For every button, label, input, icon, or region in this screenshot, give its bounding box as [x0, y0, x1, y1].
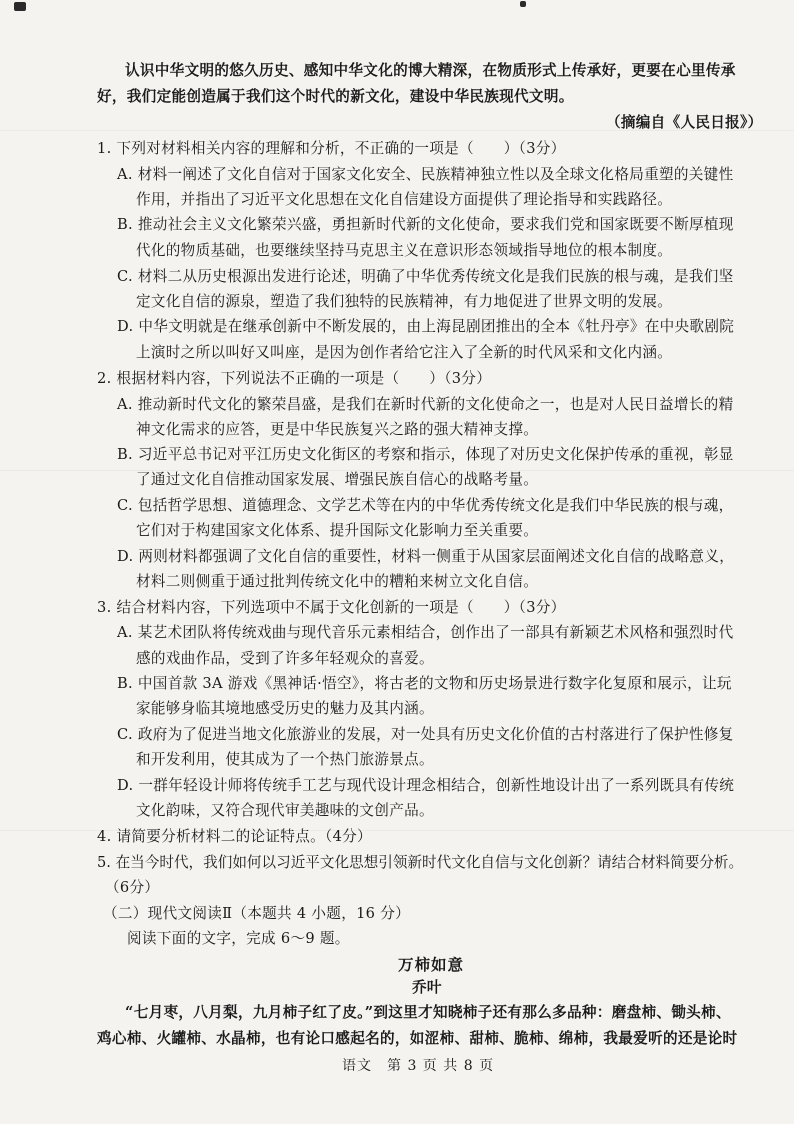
q2-option-b: B. 习近平总书记对平江历史文化街区的考察和指示，体现了对历史文化保护传承的重视，彰显 — [117, 446, 734, 463]
q1-option-a: A. 材料一阐述了文化自信对于国家文化安全、民族精神独立性以及全球文化格局重塑的关键性 — [117, 166, 734, 183]
q1-option-c: C. 材料二从历史根源出发进行论述，明确了中华优秀传统文化是我们民族的根与魂，是我们坚 — [117, 268, 734, 285]
q2-option-a: A. 推动新时代文化的繁荣昌盛，是我们在新时代新的文化使命之一，也是对人民日益增长的精 — [117, 396, 734, 413]
q1-option-d: D. 中华文明就是在继承创新中不断发展的，由上海昆剧团推出的全本《牡丹亭》在中央歌剧院 — [117, 318, 735, 335]
q3-option-a: A. 某艺术团队将传统戏曲与现代音乐元素相结合，创作出了一部具有新颖艺术风格和强烈时代 — [117, 624, 734, 641]
q2-option-d-cont: 材料二则侧重于通过批判传统文化中的糟粕来树立文化自信。 — [136, 573, 539, 590]
q3-option-d-cont: 文化韵味，又符合现代审美趣味的文创产品。 — [136, 802, 434, 819]
q2-option-c-cont: 它们对于构建国家文化体系、提升国际文化影响力至关重要。 — [136, 522, 539, 539]
q3-option-d: D. 一群年轻设计师将传统手工艺与现代设计理念相结合，创新性地设计出了一系列既具有传统 — [117, 777, 735, 794]
q2-option-b-cont: 了通过文化自信推动国家发展、增强民族自信心的战略考量。 — [136, 471, 539, 488]
article-line: “七月枣，八月梨，九月柿子红了皮。”到这里才知晓柿子还有那么多品种：磨盘柿、锄头柿、 — [125, 1004, 731, 1021]
question-4-stem: 4. 请简要分析材料二的论证特点。（4分） — [97, 828, 372, 845]
q2-option-d: D. 两则材料都强调了文化自信的重要性，材料一侧重于从国家层面阐述文化自信的战略意义， — [117, 548, 735, 565]
q1-option-b-cont: 代化的物质基础，也要继续坚持马克思主义在意识形态领域指导地位的根本制度。 — [136, 242, 673, 259]
reading-instruction: 阅读下面的文字，完成 6～9 题。 — [127, 930, 350, 947]
question-1-stem: 1. 下列对材料相关内容的理解和分析，不正确的一项是（ ）（3分） — [97, 140, 566, 157]
page-footer: 语文 第 3 页 共 8 页 — [342, 1058, 495, 1074]
scan-speck — [520, 1, 526, 7]
q3-option-a-cont: 感的戏曲作品，受到了许多年轻观众的喜爱。 — [136, 650, 434, 667]
q2-option-c: C. 包括哲学思想、道德理念、文学艺术等在内的中华优秀传统文化是我们中华民族的根与魂， — [117, 497, 734, 514]
q1-option-d-cont: 上演时之所以叫好又叫座，是因为创作者给它注入了全新的时代风采和文化内涵。 — [136, 344, 673, 361]
question-2-stem: 2. 根据材料内容，下列说法不正确的一项是（ ）（3分） — [97, 370, 492, 387]
passage-line: 好，我们定能创造属于我们这个时代的新文化，建设中华民族现代文明。 — [97, 88, 574, 105]
q1-option-c-cont: 定文化自信的源泉，塑造了我们独特的民族精神，有力地促进了世界文明的发展。 — [136, 293, 673, 310]
article-line: 鸡心柿、火罐柿、水晶柿，也有论口感起名的，如涩柿、甜柿、脆柿、绵柿，我最爱听的还是论时 — [97, 1030, 738, 1047]
q3-option-b-cont: 家能够身临其境地感受历史的魅力及其内涵。 — [136, 700, 434, 717]
question-5-score: （6分） — [105, 879, 160, 896]
q1-option-b: B. 推动社会主义文化繁荣兴盛，勇担新时代新的文化使命，要求我们党和国家既要不断厚植现 — [117, 216, 734, 233]
passage-source: （摘编自《人民日报》） — [606, 114, 763, 131]
article-author: 乔叶 — [412, 979, 442, 996]
section-heading: （二）现代文阅读Ⅱ（本题共 4 小题，16 分） — [103, 905, 410, 922]
q3-option-c: C. 政府为了促进当地文化旅游业的发展，对一处具有历史文化价值的古村落进行了保护性修复 — [117, 726, 734, 743]
q3-option-b: B. 中国首款 3A 游戏《黑神话·悟空》，将古老的文物和历史场景进行数字化复原和展示，让玩 — [117, 675, 732, 692]
q2-option-a-cont: 神文化需求的应答，更是中华民族复兴之路的强大精神支撑。 — [136, 421, 539, 438]
q3-option-c-cont: 和开发利用，使其成为了一个热门旅游景点。 — [136, 751, 434, 768]
scan-speck — [14, 2, 26, 11]
q1-option-a-cont: 作用，并指出了习近平文化思想在文化自信建设方面提供了理论指导和实践路径。 — [136, 191, 673, 208]
passage-line: 认识中华文明的悠久历史、感知中华文化的博大精深，在物质形式上传承好，更要在心里传承 — [125, 62, 736, 79]
article-title: 万柿如意 — [398, 955, 465, 974]
question-3-stem: 3. 结合材料内容，下列选项中不属于文化创新的一项是（ ）（3分） — [97, 599, 566, 616]
question-5-stem: 5. 在当今时代，我们如何以习近平文化思想引领新时代文化自信与文化创新？请结合材料简要分析。 — [97, 854, 744, 871]
